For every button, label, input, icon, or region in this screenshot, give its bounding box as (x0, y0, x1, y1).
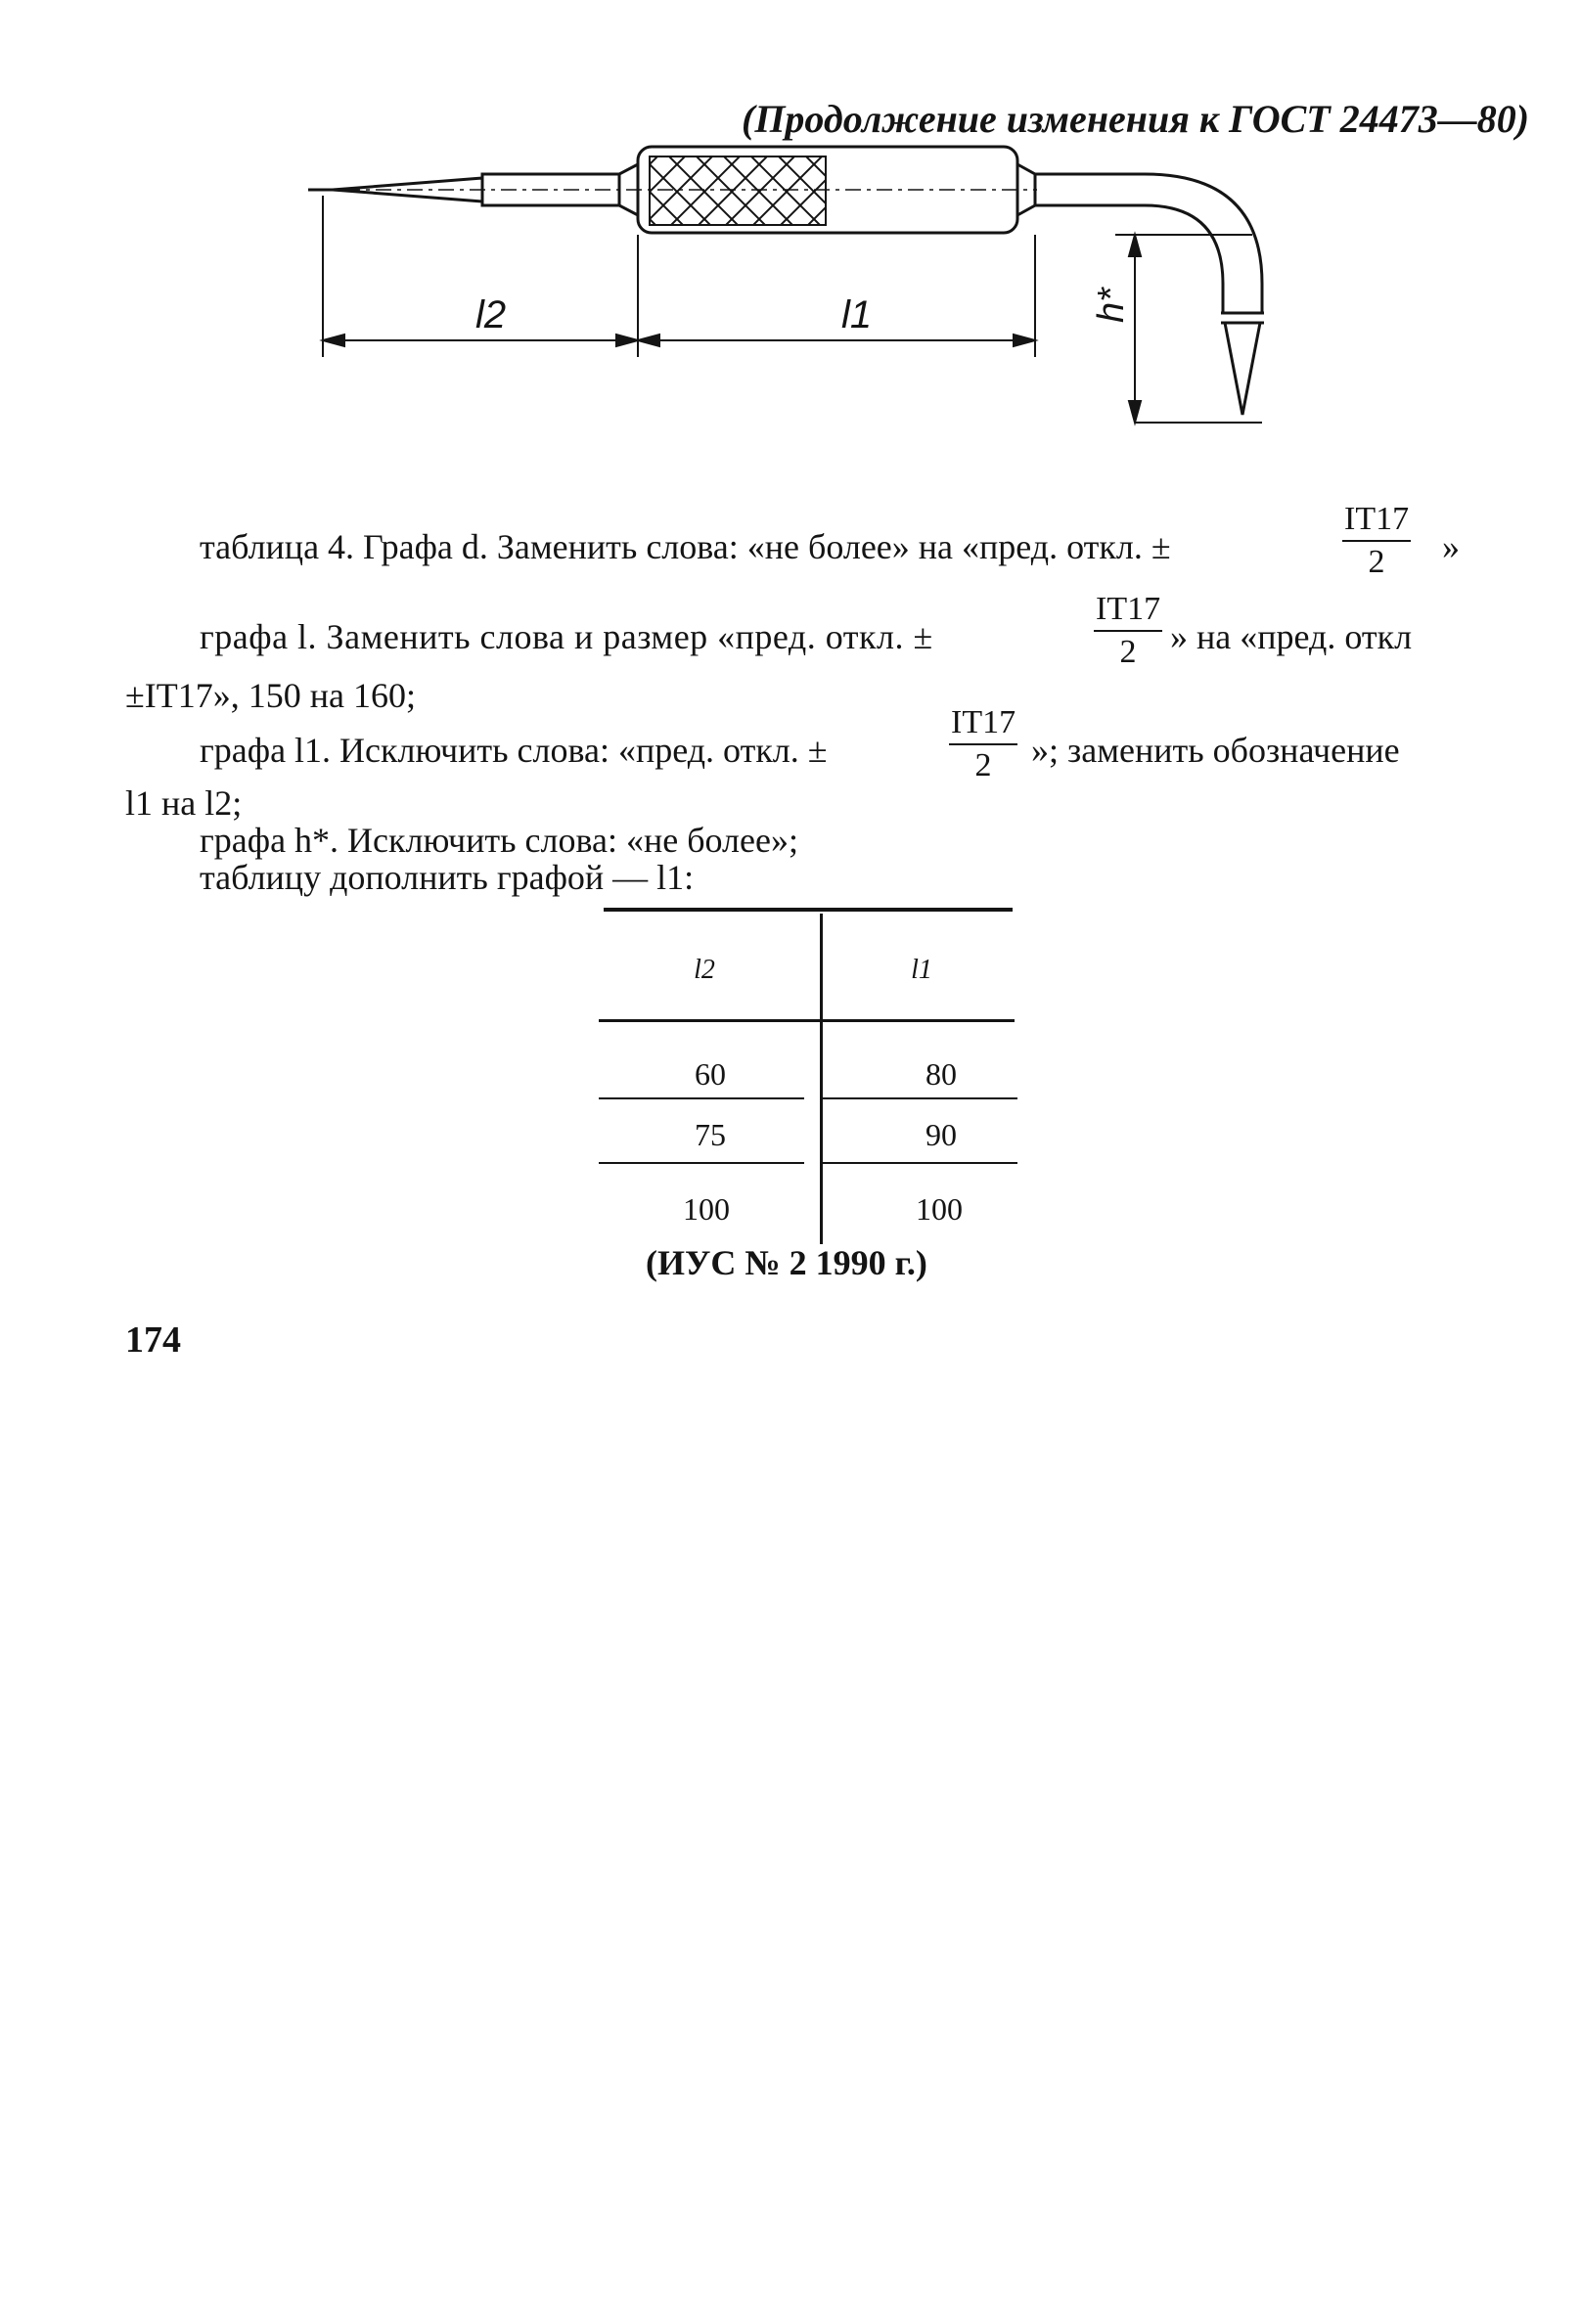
fraction-1 (1342, 503, 1411, 579)
page-number: 174 (125, 1319, 181, 1361)
dim-label-h: h* (1091, 288, 1132, 323)
fraction-3-num: IT17 (949, 706, 1017, 745)
source-reference: (ИУС № 2 1990 г.) (646, 1243, 927, 1282)
added-column-table (599, 900, 1017, 1252)
amendment-line-2a: графа l. Заменить слова и размер «пред. откл. ± (200, 617, 933, 656)
table-cell: 100 (916, 1191, 963, 1227)
dim-label-l2: l2 (475, 293, 507, 336)
fraction-3-den: 2 (974, 747, 992, 783)
continuation-header: (Продолжение изменения к ГОСТ 24473—80) (742, 97, 1530, 141)
table-header-l1: l1 (911, 955, 932, 985)
fraction-2-num: IT17 (1094, 593, 1162, 632)
amendment-line-3a: графа l1. Исключить слова: «пред. откл. ± (200, 731, 828, 770)
amendment-line-4: графа h*. Исключить слова: «не более»; (200, 821, 798, 860)
amendment-line-1-tail: » (1442, 527, 1460, 566)
fraction-1-den: 2 (1368, 544, 1385, 580)
tool-drawing (293, 137, 1311, 460)
table-header-l2: l2 (694, 955, 715, 985)
table-cell: 80 (925, 1056, 957, 1092)
amendment-line-5: таблицу дополнить графой — l1: (200, 858, 695, 897)
table-cell: 75 (695, 1117, 726, 1152)
fraction-3 (949, 706, 1017, 782)
amendment-line-3c: l1 на l2; (125, 783, 243, 823)
amendment-line-1: таблица 4. Графа d. Заменить слова: «не более» на «пред. откл. ± (200, 527, 1171, 566)
dim-label-l1: l1 (841, 293, 873, 336)
amendment-line-2c: ±IT17», 150 на 160; (125, 676, 416, 715)
amendment-line-3b: »; заменить обозначение (1031, 731, 1400, 770)
fraction-1-num: IT17 (1342, 503, 1411, 542)
table-cell: 90 (925, 1117, 957, 1152)
fraction-2 (1094, 593, 1162, 669)
table-cell: 60 (695, 1056, 726, 1092)
table-cell: 100 (683, 1191, 730, 1227)
knurled-section (650, 156, 826, 225)
fraction-2-den: 2 (1119, 634, 1137, 670)
amendment-line-2b: » на «пред. откл (1170, 617, 1413, 656)
